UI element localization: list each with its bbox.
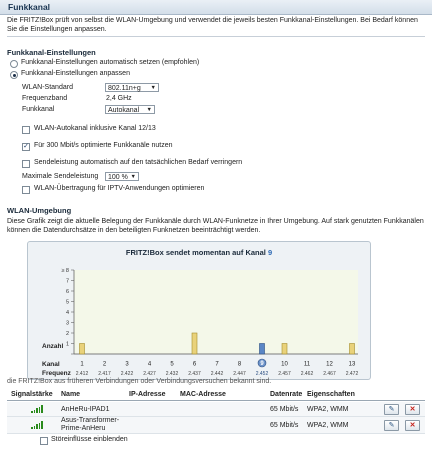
device-rate: 65 Mbit/s bbox=[270, 406, 299, 413]
y-tick-label: 2 bbox=[65, 331, 69, 337]
frequency-label: 2.447 bbox=[233, 371, 246, 377]
standard-label: WLAN-Standard bbox=[22, 84, 73, 91]
channel-label: 1 bbox=[80, 361, 84, 368]
interference-label: Störeinflüsse einblenden bbox=[51, 436, 128, 443]
bar bbox=[80, 344, 85, 355]
chart-svg bbox=[28, 242, 370, 379]
channel-label: 10 bbox=[281, 361, 288, 368]
chart-title-text: FRITZ!Box sendet momentan auf Kanal bbox=[125, 248, 266, 257]
intro-text: Die FRITZ!Box prüft von selbst die WLAN-Umgebung und verwendet die jeweils besten Funkkanal-Einstellungen. Bei Bedarf können Sie die Einstellungen anpassen. bbox=[7, 17, 418, 33]
chart-current-channel: 9 bbox=[267, 248, 273, 257]
opt-300-checkbox[interactable]: ✓ bbox=[23, 143, 29, 150]
channel-label: 8 bbox=[237, 361, 242, 368]
radio-auto[interactable] bbox=[10, 60, 18, 68]
band-value: 2,4 GHz bbox=[106, 95, 132, 102]
band-label: Frequenzband bbox=[22, 95, 68, 102]
interference-checkbox[interactable] bbox=[40, 437, 48, 445]
partial-text: die FRITZ!Box aus früheren Verbindungen oder Verbindungsversuchen bekannt sind. bbox=[7, 378, 272, 385]
table-header bbox=[7, 389, 425, 401]
chevron-down-icon: ▼ bbox=[146, 107, 152, 113]
window-title: Funkkanal bbox=[8, 2, 51, 12]
col-props: Eigenschaften bbox=[307, 391, 355, 398]
channel-label: 2 bbox=[102, 361, 107, 368]
y-axis-label: Anzahl bbox=[42, 343, 64, 350]
frequency-label: 2.452 bbox=[255, 371, 269, 377]
iptv-checkbox[interactable] bbox=[22, 186, 30, 194]
y-max-label: ≥ 8 bbox=[61, 268, 69, 274]
device-props: WPA2, WMM bbox=[307, 406, 349, 413]
edit-button[interactable] bbox=[384, 404, 399, 415]
autokanal-12-13-label: WLAN-Autokanal inklusive Kanal 12/13 bbox=[34, 125, 156, 132]
max-power-label: Maximale Sendeleistung bbox=[22, 173, 99, 180]
radio-manual-label: Funkkanal-Einstellungen anpassen bbox=[21, 70, 130, 77]
channel-row-label: Kanal bbox=[42, 361, 60, 368]
col-mac: MAC-Adresse bbox=[180, 391, 226, 398]
frequency-label: 2.437 bbox=[188, 371, 201, 377]
channel-label: 6 bbox=[192, 361, 197, 368]
reduce-power-checkbox[interactable] bbox=[22, 160, 30, 168]
opt-300-label: Für 300 Mbit/s optimierte Funkkanäle nutzen bbox=[34, 142, 173, 149]
radio-auto-label: Funkkanal-Einstellungen automatisch setzen (empfohlen) bbox=[21, 59, 200, 66]
device-name: AnHeRu-IPAD1 bbox=[61, 406, 110, 413]
frequency-label: 2.417 bbox=[98, 371, 111, 377]
settings-heading: Funkkanal-Einstellungen bbox=[7, 48, 96, 57]
radio-manual[interactable] bbox=[10, 71, 18, 79]
channel-label: Funkkanal bbox=[22, 106, 55, 113]
divider bbox=[7, 36, 425, 37]
edit-button[interactable] bbox=[384, 420, 399, 431]
max-power-select[interactable] bbox=[105, 172, 139, 181]
y-tick-label: 6 bbox=[65, 289, 69, 295]
env-heading: WLAN-Umgebung bbox=[7, 206, 72, 215]
y-tick-label: 5 bbox=[65, 299, 69, 306]
channel-label: 7 bbox=[215, 361, 219, 368]
frequency-label: 2.467 bbox=[323, 371, 336, 377]
device-rate: 65 Mbit/s bbox=[270, 422, 299, 429]
channel-label: 5 bbox=[170, 361, 174, 368]
edit-icon: ✎ bbox=[388, 422, 395, 429]
frequency-label: 2.432 bbox=[165, 371, 179, 377]
iptv-label: WLAN-Übertragung für IPTV-Anwendungen optimieren bbox=[34, 185, 205, 192]
y-tick-label: 4 bbox=[65, 310, 69, 316]
plot-area bbox=[74, 270, 358, 354]
channel-label: 13 bbox=[348, 361, 356, 368]
max-power-value: 100 % bbox=[108, 174, 128, 181]
bar bbox=[260, 344, 265, 355]
channel-select-value: Autokanal bbox=[108, 107, 140, 114]
table-row bbox=[7, 402, 425, 417]
frequency-label: 2.422 bbox=[120, 371, 134, 377]
y-tick-label: 1 bbox=[65, 341, 69, 348]
y-tick-label: 3 bbox=[65, 320, 69, 327]
channel-label: 9 bbox=[260, 361, 264, 368]
chevron-down-icon: ▼ bbox=[150, 85, 156, 91]
frequency-label: 2.427 bbox=[143, 371, 156, 377]
device-props: WPA2, WMM bbox=[307, 422, 349, 429]
channel-select[interactable] bbox=[105, 105, 155, 114]
signal-strength-icon bbox=[31, 405, 43, 413]
delete-button[interactable] bbox=[405, 420, 420, 431]
device-name: Asus-Transformer-Prime-AnHeru bbox=[61, 417, 120, 432]
edit-icon: ✎ bbox=[388, 406, 395, 413]
channel-label: 12 bbox=[326, 361, 333, 368]
standard-select[interactable] bbox=[105, 83, 159, 92]
channel-label: 11 bbox=[303, 361, 311, 368]
channel-label: 3 bbox=[125, 361, 129, 368]
chevron-down-icon: ▼ bbox=[130, 174, 136, 180]
frequency-label: 2.472 bbox=[345, 371, 359, 377]
frequency-label: 2.457 bbox=[278, 371, 291, 377]
frequency-label: 2.412 bbox=[75, 371, 89, 377]
bar bbox=[192, 333, 197, 354]
window-titlebar bbox=[0, 0, 432, 15]
col-name: Name bbox=[61, 391, 81, 398]
y-tick-label: 7 bbox=[65, 278, 69, 285]
channel-label: 4 bbox=[147, 361, 152, 368]
delete-icon: ✕ bbox=[409, 406, 416, 413]
env-text: Diese Grafik zeigt die aktuelle Belegung der Funkkanäle durch WLAN-Funknetze in Ihrer Umgebung. Auf stark genutzten Funkkanälen können die Datendurchsätze in den beteiligten Funknetzen beeinträchtigt werden. bbox=[7, 218, 424, 234]
signal-strength-icon bbox=[31, 421, 43, 429]
frequency-row-label: Frequenz bbox=[42, 370, 71, 377]
frequency-label: 2.462 bbox=[300, 371, 314, 377]
col-ip: IP-Adresse bbox=[129, 391, 166, 398]
delete-icon: ✕ bbox=[409, 422, 416, 429]
delete-button[interactable] bbox=[405, 404, 420, 415]
bar bbox=[282, 344, 287, 355]
table-row bbox=[7, 417, 425, 434]
col-rate: Datenrate bbox=[270, 391, 303, 398]
channel-chart bbox=[27, 241, 371, 380]
col-signal: Signalstärke bbox=[11, 391, 53, 398]
reduce-power-label: Sendeleistung automatisch auf den tatsächlichen Bedarf verringern bbox=[34, 159, 243, 166]
frequency-label: 2.442 bbox=[210, 371, 224, 377]
bar bbox=[350, 344, 355, 355]
standard-select-value: 802.11n+g bbox=[108, 85, 141, 92]
autokanal-12-13-checkbox[interactable] bbox=[22, 126, 30, 134]
